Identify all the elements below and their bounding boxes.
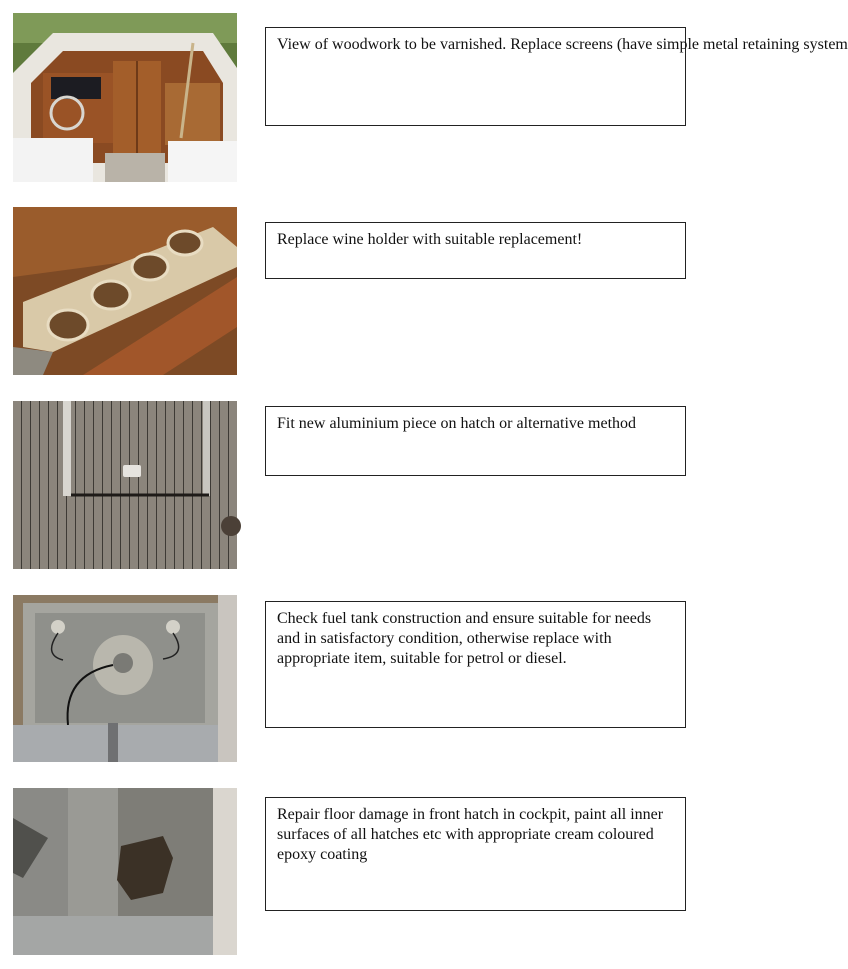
note-box-5 [265,797,686,911]
note-box-2 [265,222,686,279]
note-text-2: Replace wine holder with suitable replacement! [277,231,583,248]
photo-hatch-floor [13,788,237,955]
note-box-3 [265,406,686,476]
note-text-3: Fit new aluminium piece on hatch or alternative method [277,415,637,432]
note-text-1: View of woodwork to be varnished. Replace screens (have simple metal retaining system [277,36,848,53]
note-text-4: Check fuel tank construction and ensure suitable for needs and in satisfactory condition, otherwise replace with appropriate item, suitable for petrol or diesel. [277,610,656,667]
photo-cockpit-woodwork [13,13,237,182]
photo-deck-hatch [13,401,237,569]
note-box-1 [265,27,848,126]
note-box-4 [265,601,686,728]
photo-wine-holder [13,207,237,375]
photo-fuel-tank [13,595,237,762]
note-text-5: Repair floor damage in front hatch in cockpit, paint all inner surfaces of all hatches etc with appropriate cream coloured epoxy coating [277,806,668,863]
